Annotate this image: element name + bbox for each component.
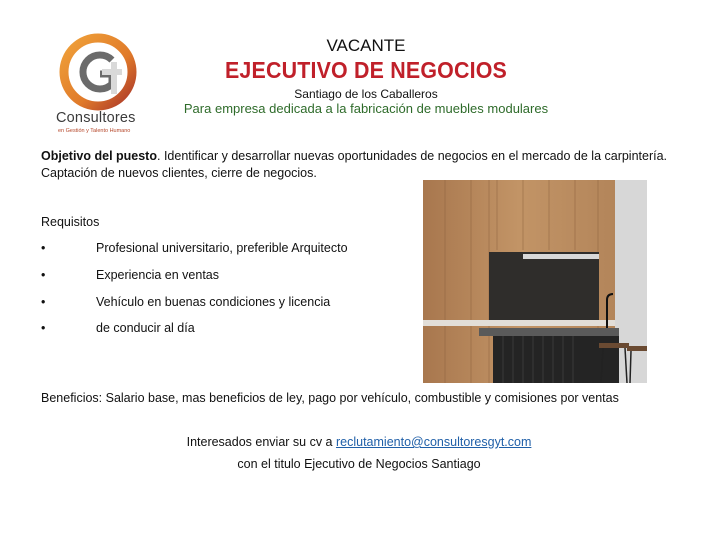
company-description: Para empresa dedicada a la fabricación de muebles modulares (183, 101, 549, 116)
logo-tagline: en Gestión y Talento Humano (58, 128, 131, 134)
objective-text: . Identificar y desarrollar nuevas oportunidades de negocios en el mercado de la carpintería. (157, 149, 668, 163)
requirements-title: Requisitos (41, 215, 100, 229)
job-title: EJECUTIVO DE NEGOCIOS (224, 57, 508, 83)
kitchen-photo (423, 180, 647, 383)
requirement-item: de conducir al día (96, 321, 195, 335)
contact-line (0, 435, 718, 449)
logo-brand-text: Consultores (56, 110, 136, 126)
benefits-text: Beneficios: Salario base, mas beneficios de ley, pago por vehículo, combustible y comisiones por ventas (41, 391, 619, 405)
objective-label: Objetivo del puesto (41, 149, 157, 163)
bullet-marker: • (41, 241, 46, 255)
requirement-item: Profesional universitario, preferible Arquitecto (96, 241, 348, 255)
job-location: Santiago de los Caballeros (294, 87, 438, 101)
contact-prefix: Interesados enviar su cv a (186, 435, 336, 449)
bullet-marker: • (41, 295, 46, 309)
bullet-marker: • (41, 321, 46, 335)
bullet-marker: • (41, 268, 46, 282)
vacancy-label: VACANTE (326, 36, 406, 55)
requirement-item: Vehículo en buenas condiciones y licencia (96, 295, 331, 309)
objective-line-2: Captación de nuevos clientes, cierre de negocios. (41, 166, 317, 180)
email-link[interactable]: reclutamiento@consultoresgyt.com (335, 435, 532, 449)
requirement-item: Experiencia en ventas (96, 268, 219, 282)
objective-line (41, 149, 667, 163)
contact-line-2: con el titulo Ejecutivo de Negocios Santiago (237, 457, 481, 471)
